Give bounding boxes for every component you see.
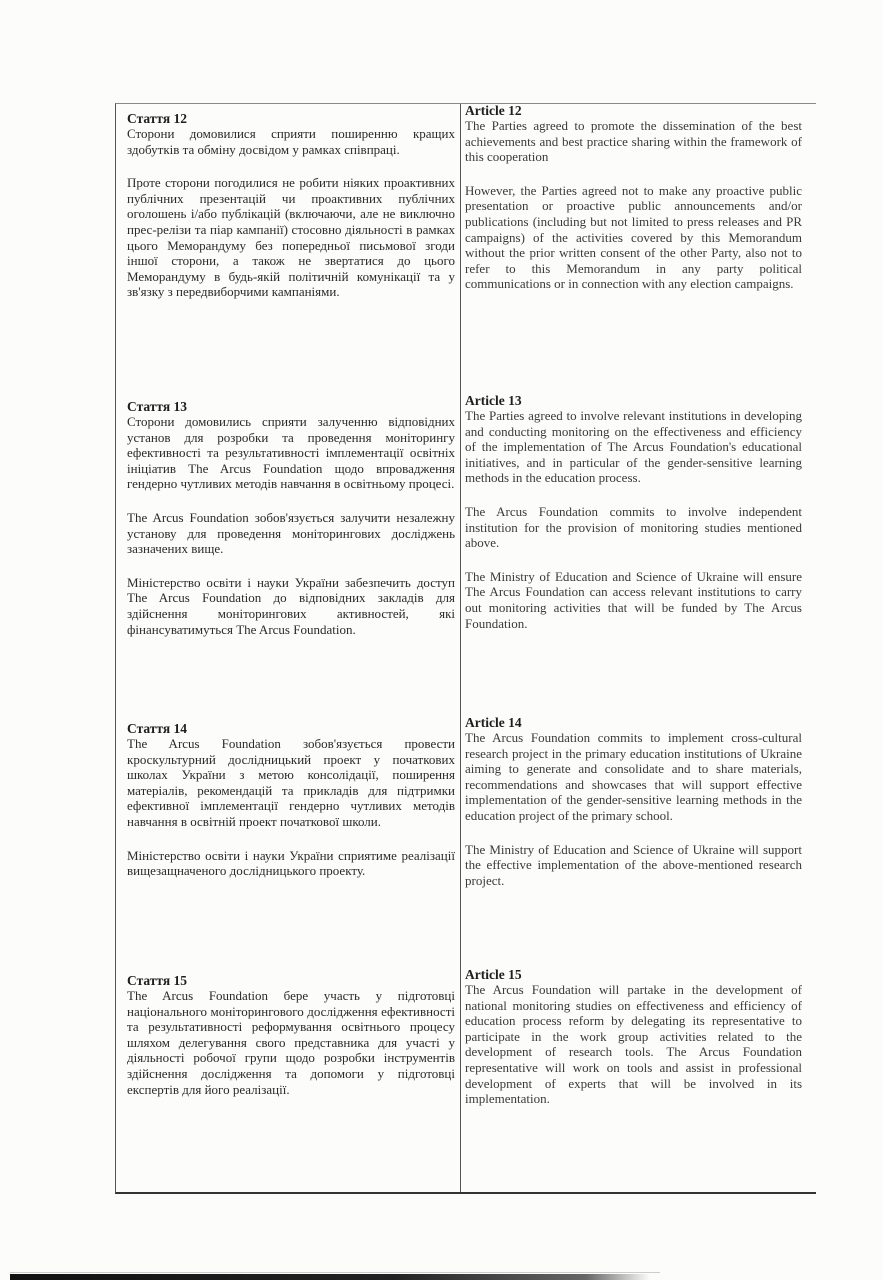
article-uk-14 (127, 722, 455, 879)
article-heading: Стаття 13 (127, 399, 188, 414)
article-heading: Article 12 (465, 103, 522, 118)
article-en-13 (465, 394, 802, 631)
article-paragraph: The Ministry of Education and Science of Ukraine will ensure The Arcus Foundation can access relevant institutions to carry out monitoring activities that will be funded by The Arcus Foundation. (465, 568, 802, 631)
article-paragraph: The Arcus Foundation commits to implement cross-cultural research project in the primary education institutions of Ukraine aiming to generate and consolidate and to share materials, recommendations and showcases that will support effective implementation of the gender-sensitive learning methods in the education project of the primary school. (465, 730, 802, 823)
article-paragraph: The Parties agreed to involve relevant institutions in developing and conducting monitoring on the effectiveness and efficiency of the implementation of The Arcus Foundation's educational initiatives, and in particular of the gender-sensitive learning methods in the education process. (465, 408, 802, 486)
article-paragraph: The Arcus Foundation will partake in the development of national monitoring studies on effectiveness and efficiency of education process reform by delegating its representative to participate in the work group activities related to the development of research tools. The Arcus Foundation representative will work on tools and assist in professional development of experts that will be involved in its implementation. (465, 982, 802, 1107)
article-paragraph: However, the Parties agreed not to make any proactive public presentation or proactive public announcements and/or publications (including but not limited to press releases and PR campaigns) of the activities covered by this Memorandum without the prior written consent of the other Party, also not to refer to this Memorandum in any party political communications or in connection with any election campaigns. (465, 182, 802, 292)
bilingual-articles-table (115, 103, 816, 1194)
article-paragraph: Сторони домовилися сприяти поширенню кращих здобутків та обміну досвідом у рамках співпраці. (127, 126, 455, 157)
article-paragraph: The Arcus Foundation бере участь у підготовці національного моніторингового дослідження ефективності та результативності реформування освітнього процесу шляхом делегування свого представника для участі у діяльності робочої групи щодо розробки інструментів здійснення дослідження та допомоги у підготовці експертів для його реалізації. (127, 988, 455, 1097)
article-paragraph: The Arcus Foundation зобов'язується залучити незалежну установу для проведення моніторингових досліджень зазначених вище. (127, 509, 455, 557)
article-paragraph: The Arcus Foundation commits to involve independent institution for the provision of monitoring studies mentioned above. (465, 503, 802, 551)
article-heading: Стаття 12 (127, 111, 188, 126)
article-en-15 (465, 968, 802, 1107)
article-heading: Article 13 (465, 393, 522, 408)
article-uk-13 (127, 400, 455, 637)
article-heading: Article 15 (465, 967, 522, 982)
article-paragraph: The Arcus Foundation зобов'язується провести кроскультурний дослідницький проект у початкових школах України з метою консолідації, поширення матеріалів, рекомендацій та прикладів для підтримки ефективної імплементації гендерно чутливих методів навчання в освітній проект початкової школи. (127, 736, 455, 829)
column-divider (460, 104, 461, 1192)
article-heading: Стаття 14 (127, 721, 188, 736)
article-paragraph: Сторони домовились сприяти залученню відповідних установ для розробки та проведення моніторингу ефективності та результативності імплементації освітніх ініціатив The Arcus Foundation щодо впровадження гендерно чутливих методів навчання в освітньому процесі. (127, 414, 455, 492)
article-paragraph: Міністерство освіти і науки України сприятиме реалізації вищезащначеного дослідницького проекту. (127, 847, 455, 879)
article-heading: Article 14 (465, 715, 522, 730)
article-paragraph: Міністерство освіти і науки України забезпечить доступ The Arcus Foundation до відповідних закладів для здійснення моніторингових активностей, які фінансуватимуться The Arcus Foundation. (127, 574, 455, 637)
article-en-14 (465, 716, 802, 888)
article-uk-15 (127, 974, 455, 1097)
article-uk-12 (127, 112, 455, 300)
article-en-12 (465, 104, 802, 292)
scan-edge-line (10, 1272, 660, 1273)
article-paragraph: Проте сторони погодилися не робити ніяких проактивних публічних презентацій чи проактивних публічних оголошень і/або публікацій (включаючи, але не виключно прес-релізи та піар кампанії) стосовно діяльності в рамках цього Меморандуму без попередньої письмової згоди іншої сторони, а також не звертатися до цього Меморандуму в будь-якій політичній комунікації та у зв'язку з передвиборчими кампаніями. (127, 175, 455, 300)
scan-shadow-band (10, 1274, 650, 1280)
article-paragraph: The Ministry of Education and Science of Ukraine will support the effective implementation of the above-mentioned research project. (465, 841, 802, 888)
article-paragraph: The Parties agreed to promote the dissemination of the best achievements and best practice sharing within the framework of this cooperation (465, 118, 802, 165)
article-heading: Стаття 15 (127, 973, 188, 988)
